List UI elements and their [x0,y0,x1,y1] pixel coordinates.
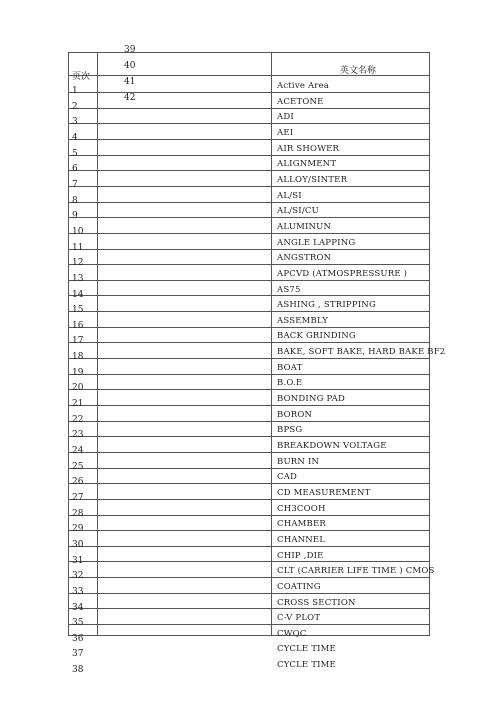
row-number: 11 [72,242,84,253]
row-number: 15 [72,305,84,316]
header-index-label: 页次 [72,72,91,82]
row-divider [68,499,430,500]
row-english-term: APCVD (ATMOSPRESSURE ) [277,268,408,279]
row-number: 32 [72,571,84,582]
row-english-term: ALLOY/SINTER [277,174,348,185]
row-english-term: ALIGNMENT [277,159,337,170]
row-english-term: B.O.E [277,378,303,389]
row-english-term: ASSEMBLY [277,315,329,326]
row-divider [68,342,430,343]
row-divider [68,327,430,328]
row-english-term: CYCLE TIME [277,660,336,671]
row-number: 22 [72,414,84,425]
row-divider [68,186,430,187]
row-number: 14 [72,289,84,300]
row-divider [68,92,430,93]
row-english-term: C-V PLOT [277,613,321,624]
row-english-term: ANGSTRON [277,253,332,264]
row-english-term: BOAT [277,362,303,373]
row-english-term: BURN IN [277,456,320,467]
row-number: 20 [72,383,84,394]
row-number: 24 [72,445,84,456]
row-number: 35 [72,618,84,629]
row-divider [68,139,430,140]
row-english-term: AS75 [277,284,301,295]
row-number: 4 [72,132,78,143]
row-divider [68,468,430,469]
row-number: 26 [72,477,84,488]
row-english-term: AL/SI/CU [277,206,319,217]
row-divider [68,155,430,156]
row-english-term: CLT (CARRIER LIFE TIME ) CMOS [277,566,435,577]
row-divider [68,515,430,516]
row-number: 33 [72,586,84,597]
row-divider [68,108,430,109]
row-divider [68,389,430,390]
row-english-term: CYCLE TIME [277,644,336,655]
row-english-term: BPSG [277,425,303,436]
row-number: 38 [72,665,84,676]
row-number: 9 [72,211,78,222]
row-divider [68,405,430,406]
row-number: 27 [72,492,84,503]
row-english-term: ASHING , STRIPPING [277,300,376,311]
row-divider [68,264,430,265]
row-divider [68,249,430,250]
row-divider [68,546,430,547]
row-number: 12 [72,258,84,269]
row-number: 5 [72,148,78,159]
row-number: 10 [72,226,84,237]
row-divider [68,123,430,124]
row-divider [68,577,430,578]
row-english-term: CD MEASUREMENT [277,487,371,498]
row-number: 36 [72,633,84,644]
row-number: 7 [72,179,78,190]
row-number: 25 [72,461,84,472]
row-divider [68,593,430,594]
row-english-term: BAKE, SOFT BAKE, HARD BAKE BF2 [277,347,446,358]
row-number: 34 [72,602,84,613]
row-divider [68,624,430,625]
row-number: 13 [72,273,84,284]
row-number: 6 [72,164,78,175]
row-english-term: AIR SHOWER [277,143,340,154]
row-divider [68,217,430,218]
row-divider [68,280,430,281]
row-number: 3 [72,117,78,128]
row-english-term: ACETONE [277,96,324,107]
row-divider [68,202,430,203]
row-english-term: CHANNEL [277,534,326,545]
row-divider [68,358,430,359]
row-divider [68,374,430,375]
row-english-term: BREAKDOWN VOLTAGE [277,440,387,451]
header-english-label: 英文名称 [340,66,377,76]
row-english-term: Active Area [277,81,330,91]
row-english-term: BACK GRINDING [277,331,356,342]
row-number: 29 [72,524,84,535]
row-divider [68,421,430,422]
row-divider [68,483,430,484]
row-divider [68,452,430,453]
row-number: 19 [72,367,84,378]
row-number: 16 [72,320,84,331]
row-number: 30 [72,539,84,550]
overflow-number: 40 [124,61,136,71]
row-english-term: CWQC [277,628,307,639]
row-divider [68,295,430,296]
row-number: 17 [72,336,84,347]
row-english-term: ADI [277,112,294,123]
row-english-term: BONDING PAD [277,394,346,404]
row-english-term: CH3COOH [277,503,326,514]
row-number: 23 [72,430,84,441]
row-divider [68,561,430,562]
row-english-term: CROSS SECTION [277,597,356,608]
row-number: 21 [72,399,84,409]
row-english-term: CHAMBER [277,519,327,530]
row-number: 2 [72,101,78,112]
row-english-term: BORON [277,409,313,420]
row-english-term: AEI [277,128,294,138]
row-english-term: CHIP ,DIE [277,550,324,561]
overflow-number: 39 [124,45,136,55]
row-number: 18 [72,352,84,363]
row-number: 28 [72,508,84,519]
row-english-term: ANGLE LAPPING [277,237,356,248]
row-english-term: COATING [277,581,321,592]
row-number: 37 [72,649,84,660]
row-divider [68,530,430,531]
row-divider [68,233,430,234]
overflow-number: 41 [124,77,136,87]
row-english-term: ALUMINUN [277,221,332,232]
row-english-term: CAD [277,472,298,483]
row-divider [68,311,430,312]
row-number: 31 [72,555,84,566]
row-divider [68,436,430,437]
row-divider [68,52,430,53]
row-divider [68,170,430,171]
row-divider [68,608,430,609]
overflow-number: 42 [124,93,136,103]
row-english-term: AL/SI [277,190,302,201]
row-number: 1 [72,86,78,96]
row-number: 8 [72,195,78,206]
